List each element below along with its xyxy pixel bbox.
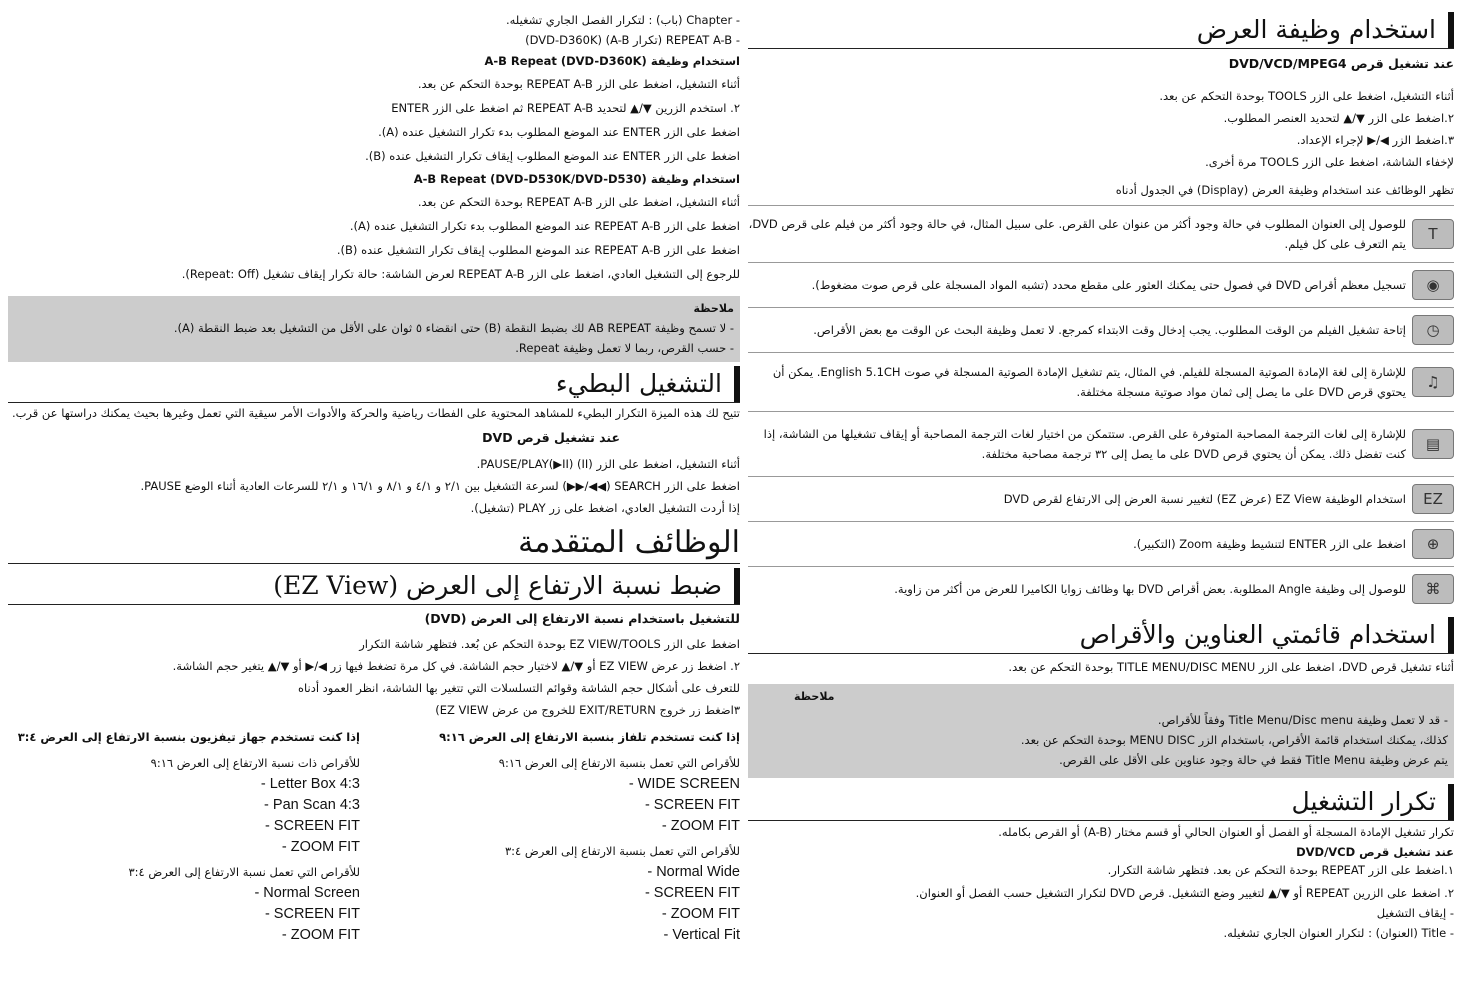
chapter-icon: ◉ (1412, 270, 1454, 300)
ab-step: اضغط على الزر ENTER عند الموضع المطلوب بدء تكرار التشغيل عنده (A). (378, 125, 740, 139)
feature-row-time (748, 308, 1454, 353)
ez-view-icon: EZ (1412, 484, 1454, 514)
slow-header (8, 366, 740, 403)
repeat-step: ٢. اضغط على الزرين REPEAT أو ▼/▲ لتغيير وضع التشغيل. قرص DVD لتكرار التشغيل حسب الفصل أو العنوان. (915, 886, 1454, 900)
standard-tv-column (8, 725, 360, 946)
right-column (748, 0, 1454, 990)
disc-43-label: للأقراص التي تعمل نسبة الارتفاع إلى العرض ٣:٤ (128, 865, 360, 879)
note-label: ملاحظة (693, 302, 734, 315)
repeat-line: تكرار تشغيل الإمادة المسجلة أو الفصل أو العنوان الحالي أو قسم مختار (A-B) أو القرص بكامله. (998, 825, 1454, 839)
menus-note (748, 684, 1454, 778)
option-item: 4:3 Letter Box - (260, 776, 360, 792)
ab-repeat-subtitle: استخدام وظيفة A-B Repeat (DVD-D360K) (484, 54, 740, 68)
ab-step: أثناء التشغيل، اضغط على الزر REPEAT A-B بوحدة التحكم عن بعد. (417, 195, 740, 209)
subtitle-icon: ▤ (1412, 429, 1454, 459)
menus-line: أثناء تشغيل قرص DVD، اضغط على الزر TITLE MENU/DISC MENU بوحدة التحكم عن بعد. (1008, 660, 1454, 674)
feature-text: استخدام الوظيفة EZ View (عرض EZ) لتغيير نسبة العرض إلى الارتفاع لقرص DVD (1003, 492, 1406, 506)
display-title: استخدام وظيفة العرض (748, 12, 1454, 48)
option-item: ZOOM FIT - (281, 839, 360, 855)
option-item: SCREEN FIT - (644, 885, 740, 901)
feature-text: اضغط على الزر ENTER لتنشيط وظيفة Zoom (التكبير). (1133, 537, 1406, 551)
ab-step: اضغط على الزر ENTER عند الموضع المطلوب إيقاف تكرار التشغيل عنده (B). (365, 149, 740, 163)
option-item: SCREEN FIT - (264, 818, 360, 834)
slow-title: التشغيل البطيء (8, 366, 740, 402)
option-item: 4:3 Pan Scan - (264, 797, 360, 813)
title-icon: T (1412, 219, 1454, 249)
feature-text: إتاحة تشغيل الفيلم من الوقت المطلوب. يجب إدخال وقت الابتداء كمرجع. لا تعمل وظيفة البحث عن الوقت مع بعض الأقراص. (813, 323, 1406, 337)
left-column (8, 0, 740, 990)
slow-line: تتيح لك هذه الميزة التكرار البطيء للمشاهد المحتوية على الفطات رياضية والحركة والأدوات الأمر سيقية التي تعمل وغيرها بحيث يمكنك دراستها عن قرب. (11, 406, 740, 420)
ab-step: اضغط على الزر REPEAT A-B عند الموضع المطلوب بدء تكرار التشغيل عنده (A). (349, 219, 740, 233)
zoom-icon: ⊕ (1412, 529, 1454, 559)
feature-text: للإشارة إلى لغة الإمادة الصوتية المسجلة للفيلم. في المثال، يتم تشغيل الإمادة الصوتية المسجلة في صوت English 5.1CH. يمكن أن يحتوي قرص DVD على ما يصل إلى ثمان مواد صوتية مسجلة مختلفة. (772, 365, 1406, 399)
feature-row-angle (748, 567, 1454, 611)
display-step: لإخفاء الشاشة، اضغط على الزر TOOLS مرة أخرى. (1205, 155, 1454, 169)
ab-step: للرجوع إلى التشغيل العادي، اضغط على الزر REPEAT A-B لعرض الشاشة: حالة تكرار إيقاف تشغيل (Repeat: Off). (181, 267, 740, 281)
repeat-note (8, 296, 740, 362)
feature-text: للوصول إلى العنوان المطلوب في حالة وجود أكثر من عنوان على القرص. على سبيل المثال، في حالة وجود أكثر من فيلم على قرص DVD، يتم التعرف على كل فيلم. (748, 217, 1406, 251)
feature-row-ezview (748, 477, 1454, 522)
option-item: ZOOM FIT - (281, 927, 360, 943)
repeat-step: - إيقاف التشغيل (1376, 906, 1454, 920)
option-item: ZOOM FIT - (661, 818, 740, 834)
slow-subtitle: عند تشغيل قرص DVD (482, 430, 620, 445)
ab-step: اضغط على الزر REPEAT A-B عند الموضع المطلوب إيقاف تكرار التشغيل عنده (B). (336, 243, 740, 257)
repeat-step: - Title (العنوان) : لتكرار العنوان الجاري تشغيله. (1223, 926, 1454, 940)
ezview-subtitle: للتشغيل باستخدام نسبة الارتفاع إلى العرض (DVD) (424, 611, 740, 626)
menus-header (748, 617, 1454, 654)
note-line: - حسب القرص، ربما لا تعمل وظيفة Repeat. (515, 341, 734, 355)
wide-tv-column (370, 725, 740, 946)
feature-row-zoom (748, 522, 1454, 567)
clock-icon: ◷ (1412, 315, 1454, 345)
aspect-columns (8, 725, 740, 965)
ezview-step: ٣اضغط زر خروج EXIT/RETURN للخروج من عرض EZ VIEW) (435, 703, 740, 717)
display-step: تظهر الوظائف عند استخدام وظيفة العرض (Display) في الجدول أدناه (1115, 183, 1454, 197)
wide-tv-heading: إذا كنت تستخدم تلفاز بنسبة الارتفاع إلى العرض ٩:١٦ (439, 730, 740, 744)
note-label: ملاحظة (794, 690, 835, 703)
option-item: Normal Screen - (254, 885, 360, 901)
display-feature-table (748, 205, 1454, 611)
repeat-header (748, 784, 1454, 821)
repeat-step: ١.اضغط على الزر REPEAT بوحدة التحكم عن بعد. فتظهر شاشة التكرار. (1107, 863, 1454, 877)
slow-step: أثناء التشغيل، اضغط على الزر PAUSE/PLAY(▶II) (II). (476, 457, 740, 471)
audio-icon: ♫ (1412, 367, 1454, 397)
slow-step: إذا أردت التشغيل العادي، اضغط على زر PLAY (تشغيل). (470, 501, 740, 515)
ezview-step: ٢. اضغط زر عرض EZ VIEW أو ▼/▲ لاختيار حجم الشاشة. في كل مرة تضغط فيها زر ◀/▶ أو ▼/▲ يتغير حجم الشاشة. (172, 659, 740, 673)
feature-text: للوصول إلى وظيفة Angle المطلوبة. بعض أقراص DVD بها وظائف زوايا الكاميرا للعرض من أكثر من زاوية. (894, 582, 1406, 596)
option-item: WIDE SCREEN - (628, 776, 740, 792)
display-step: ٣.اضغط الزر ◀/▶ لإجراء الإعداد. (1296, 133, 1454, 147)
display-subtitle: عند تشغيل قرص DVD/VCD/MPEG4 (1228, 56, 1454, 71)
repeat-mode-chapter: - Chapter (باب) : لتكرار الفصل الجاري تشغيله. (505, 13, 740, 27)
option-item: SCREEN FIT - (644, 797, 740, 813)
feature-text: للإشارة إلى لغات الترجمة المصاحبة المتوفرة على القرص. ستتمكن من اختيار لغات الترجمة المصاحبة أو إيقاف تشغيلها من الشاشة، إذا كنت تفضل ذلك. يمكن أن يحتوي قرص DVD على ما يصل إلى ٣٢ ترجمة مصاحبة مختلفة. (763, 427, 1406, 461)
ezview-step: اضغط على الزر EZ VIEW/TOOLS بوحدة التحكم عن بُعد. فتظهر شاشة التكرار (359, 637, 740, 651)
feature-text: تسجيل معظم أقراص DVD في فصول حتى يمكنك العثور على مقطع محدد (تشبه المواد المسجلة على قرص صوت مضغوط). (811, 278, 1406, 292)
note-line: - لا تسمح وظيفة AB REPEAT لك بضبط النقطة (B) حتى انقضاء ٥ ثوان على الأقل من التشغيل بعد ضبط النقطة (A). (173, 321, 734, 335)
ezview-step: للتعرف على أشكال حجم الشاشة وقوائم التسلسلات التي تتغير بها الشاشة، انظر العمود أدناه (297, 681, 740, 695)
angle-icon: ⌘ (1412, 574, 1454, 604)
advanced-header (8, 523, 740, 564)
note-line: كذلك، يمكنك استخدام قائمة الأقراص، باستخدام الزر MENU DISC بوحدة التحكم عن بعد. (1020, 733, 1448, 747)
repeat-subtitle: عند تشغيل قرص DVD/VCD (1296, 845, 1454, 859)
menus-title: استخدام قائمتي العناوين والأقراص (748, 617, 1454, 653)
ab-step: أثناء التشغيل، اضغط على الزر REPEAT A-B بوحدة التحكم عن بعد. (417, 77, 740, 91)
option-item: Vertical Fit - (663, 927, 740, 943)
note-line: - قد لا تعمل وظيفة Title Menu/Disc menu وفقاً للأقراص. (1157, 713, 1448, 727)
option-item: ZOOM FIT - (661, 906, 740, 922)
repeat-mode-ab: - REPEAT A-B (تكرار A-B) (DVD-D360K) (525, 33, 740, 47)
display-step: ٢.اضغط على الزر ▼/▲ لتحديد العنصر المطلوب. (1223, 111, 1454, 125)
feature-row-chapter (748, 263, 1454, 308)
feature-row-title (748, 206, 1454, 263)
advanced-title: الوظائف المتقدمة (518, 525, 740, 560)
standard-tv-heading: إذا كنت تستخدم جهاز تيفزيون بنسبة الارتفاع إلى العرض ٣:٤ (17, 730, 360, 744)
ezview-title: ضبط نسبة الارتفاع إلى العرض (EZ View) (8, 568, 740, 604)
disc-169-label: للأقراص ذات نسبة الارتفاع إلى العرض ٩:١٦ (150, 756, 360, 770)
display-header (748, 12, 1454, 49)
feature-row-subtitle (748, 412, 1454, 477)
note-line: يتم عرض وظيفة Title Menu فقط في حالة وجود عناوين على الأقل على القرص. (1059, 753, 1448, 767)
ab-repeat-subtitle-2: استخدام وظيفة A-B Repeat (DVD-D530K/DVD-D530) (413, 172, 740, 186)
option-item: SCREEN FIT - (264, 906, 360, 922)
disc-43-label: للأقراص التي تعمل بنسبة الارتفاع إلى العرض ٣:٤ (504, 844, 740, 858)
slow-step: اضغط على الزر SEARCH (◀◀/▶▶) لسرعة التشغيل بين ٢/١ و ٤/١ و ٨/١ و ١٦/١ و ٢/١ للسرعات العادية أثناء الوضع PAUSE. (140, 479, 740, 493)
display-step: أثناء التشغيل، اضغط على الزر TOOLS بوحدة التحكم عن بعد. (1159, 89, 1454, 103)
repeat-title: تكرار التشغيل (748, 784, 1454, 820)
ab-step: ٢. استخدم الزرين ▼/▲ لتحديد REPEAT A-B ثم اضغط على الزر ENTER (391, 101, 740, 115)
feature-row-audio (748, 353, 1454, 412)
display-steps (748, 85, 1454, 201)
ezview-header (8, 568, 740, 605)
disc-169-label: للأقراص التي تعمل بنسبة الارتفاع إلى العرض ٩:١٦ (498, 756, 740, 770)
option-item: Normal Wide - (647, 864, 740, 880)
